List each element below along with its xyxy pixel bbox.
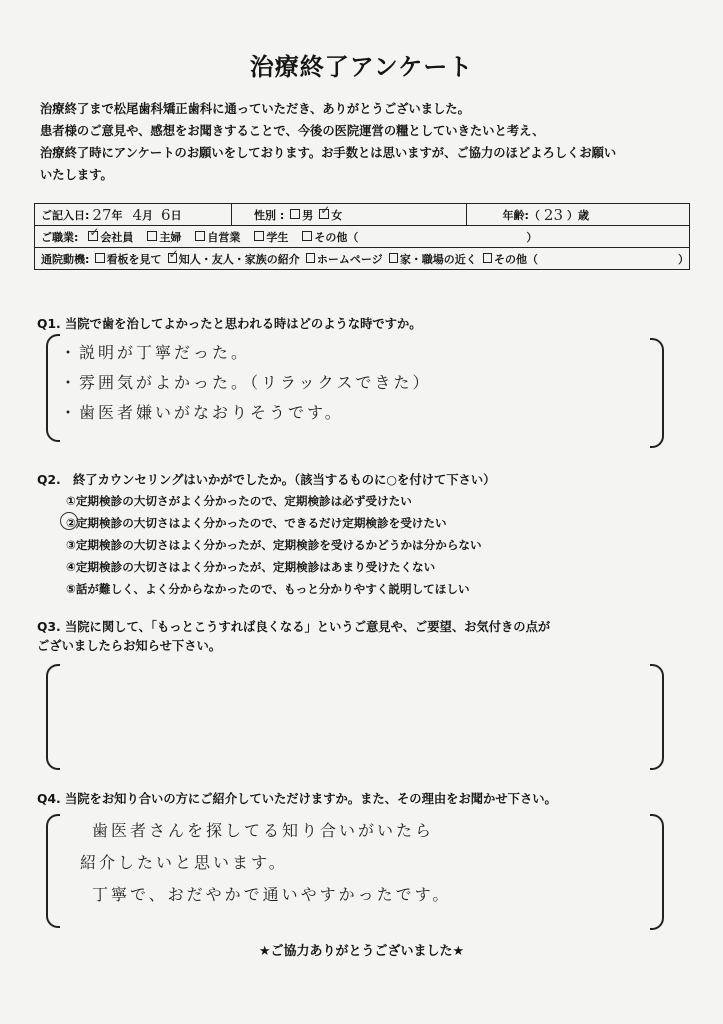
- occupation-option: 会社員: [100, 230, 134, 244]
- intro-line: いたします。: [40, 168, 113, 182]
- q2-option[interactable]: ③定期検診の大切さはよく分かったが、定期検診を受けるかどうかは分からない: [66, 538, 482, 552]
- motive-option: ホームページ: [316, 252, 383, 266]
- q2-question: Q2. 終了カウンセリングはいかがでしたか。（該当するものに○を付けて下さい）: [37, 473, 496, 487]
- gender-cell: [231, 204, 466, 225]
- age-unit: ）歳: [567, 208, 589, 222]
- date-day[interactable]: 6: [161, 205, 171, 224]
- q4-answer-line[interactable]: 丁寧で、おだやかで通いやすかったです。: [92, 885, 452, 904]
- motive-option: 知人・友人・家族の紹介: [178, 252, 300, 266]
- occupation-option: その他（: [314, 230, 359, 244]
- occupation-checkbox-student[interactable]: [254, 231, 264, 241]
- occupation-checkbox-self-employed[interactable]: [195, 231, 205, 241]
- motive-checkbox-nearby[interactable]: [389, 253, 398, 263]
- motive-checkbox-signboard[interactable]: [95, 253, 104, 263]
- motive-option: 家・職場の近く: [399, 252, 477, 266]
- occupation-option: 学生: [266, 230, 289, 244]
- q2-option[interactable]: ⑤話が難しく、よく分からなかったので、もっと分かりやすく説明してほしい: [66, 582, 470, 596]
- q4-question: Q4. 当院をお知り合いの方にご紹介していただけますか。また、その理由をお聞かせ下さい。: [37, 792, 557, 806]
- q1-bracket-right: [650, 338, 664, 448]
- motive-checkbox-homepage[interactable]: [306, 253, 315, 263]
- q1-answer-line[interactable]: ・歯医者嫌いがなおりそうです。: [60, 403, 344, 422]
- gender-label: 性別 :: [254, 208, 285, 222]
- info-row-occupation: [35, 226, 689, 248]
- q3-bracket-left: [46, 664, 60, 770]
- q1-answer-line[interactable]: ・雰囲気がよかった。（リラックスできた）: [60, 373, 432, 392]
- occupation-option: 主婦: [159, 230, 182, 244]
- age-cell: [466, 204, 689, 225]
- q2-option[interactable]: ①定期検診の大切さがよく分かったので、定期検診は必ず受けたい: [66, 494, 412, 508]
- info-row-basic: [35, 204, 689, 226]
- intro-text: [40, 98, 690, 186]
- q4-answer-line[interactable]: 紹介したいと思います。: [80, 853, 288, 872]
- gender-male-label: 男: [302, 208, 314, 222]
- age-value[interactable]: 23: [543, 205, 563, 224]
- intro-line: 治療終了時にアンケートのお願いをしております。お手数とは思いますが、ご協力のほどよろしくお願い: [40, 146, 617, 160]
- occupation-option: 自営業: [207, 230, 241, 244]
- occupation-checkbox-other[interactable]: [302, 231, 312, 241]
- page-title: 治療終了アンケート: [249, 53, 474, 81]
- q3-answer-area[interactable]: [64, 668, 644, 764]
- gender-female-checkbox[interactable]: [319, 202, 331, 219]
- occupation-checkbox-company[interactable]: [88, 224, 100, 241]
- thanks-message: ★ご協力ありがとうございました★: [258, 944, 465, 959]
- motive-option: 看板を見て: [106, 252, 162, 266]
- q2-option[interactable]: ②定期検診の大切さはよく分かったので、できるだけ定期検診を受けたい: [66, 516, 447, 530]
- q1-question: Q1. 当院で歯を治してよかったと思われる時はどのような時ですか。: [37, 317, 422, 331]
- date-cell: [41, 204, 231, 225]
- respondent-info-table: [34, 203, 690, 270]
- gender-male-checkbox[interactable]: [290, 209, 300, 219]
- check-mark-icon: ✓: [168, 246, 179, 261]
- check-mark-icon: ✓: [320, 202, 331, 217]
- q3-question-line1: Q3. 当院に関して、「もっとこうすれば良くなる」というご意見や、ご要望、お気付きの点が: [37, 620, 551, 634]
- info-row-motive: [35, 248, 689, 269]
- date-label: ご記入日:: [41, 208, 90, 222]
- occupation-close: ）: [526, 230, 538, 244]
- date-month[interactable]: 4: [132, 205, 143, 224]
- motive-label: 通院動機:: [41, 252, 90, 266]
- q4-answer-line[interactable]: 歯医者さんを探してる知り合いがいたら: [92, 821, 435, 840]
- q4-bracket-left: [46, 814, 60, 928]
- intro-line: 治療終了まで松尾歯科矯正歯科に通っていただき、ありがとうございました。: [40, 102, 470, 116]
- year-unit: 年: [111, 208, 123, 222]
- gender-female-label: 女: [331, 208, 343, 222]
- q3-question-line2: ございましたらお知らせ下さい。: [37, 639, 222, 653]
- occupation-checkbox-housewife[interactable]: [147, 231, 157, 241]
- check-mark-icon: ✓: [89, 224, 100, 239]
- q1-answer-line[interactable]: ・説明が丁寧だった。: [60, 343, 251, 362]
- date-year[interactable]: 27: [92, 205, 112, 224]
- motive-checkbox-referral[interactable]: [168, 246, 179, 263]
- age-label: 年齢:（: [502, 208, 540, 222]
- motive-checkbox-other[interactable]: [483, 253, 492, 263]
- q2-option[interactable]: ④定期検診の大切さはよく分かったが、定期検診はあまり受けたくない: [66, 560, 436, 574]
- intro-line: 患者様のご意見や、感想をお聞きすることで、今後の医院運営の糧としていきたいと考え、: [40, 124, 545, 138]
- q3-bracket-right: [650, 664, 664, 770]
- q4-bracket-right: [650, 814, 664, 930]
- q2-selection-circle: [60, 512, 78, 530]
- q1-bracket-left: [46, 334, 60, 442]
- motive-close: ）: [677, 252, 689, 266]
- occupation-label: ご職業:: [41, 230, 79, 244]
- day-unit: 日: [170, 208, 182, 222]
- month-unit: 月: [142, 208, 154, 222]
- motive-option: その他（: [493, 252, 538, 266]
